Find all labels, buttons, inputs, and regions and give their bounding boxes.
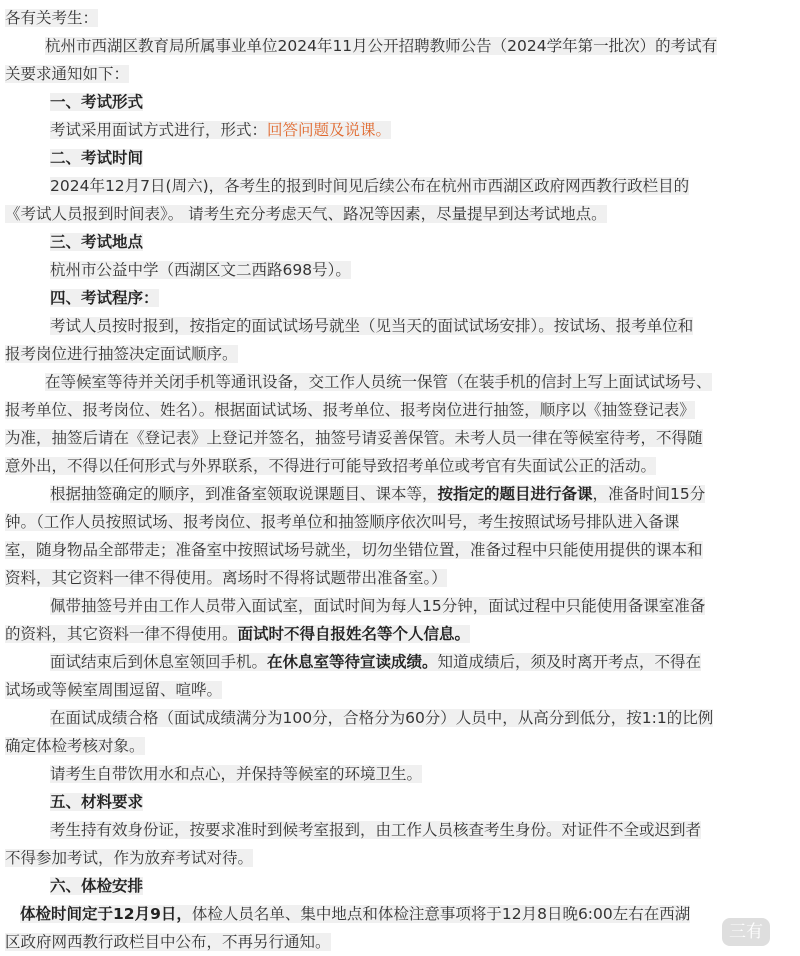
text-run: 面试结束后到休息室领回手机。 — [50, 653, 268, 671]
intro-line — [5, 32, 795, 60]
procedure-text: 考试人员按时报到，按指定的面试试场号就坐（见当天的面试试场安排）。按试场、报考单位和 — [50, 317, 694, 335]
procedure-line — [5, 396, 795, 424]
exam-form-text — [50, 121, 391, 139]
text-run: 知道成绩后，须及时离开考点，不得在 — [437, 653, 702, 671]
heading-text: 二、考试时间 — [50, 149, 144, 167]
procedure-line — [5, 368, 795, 396]
exam-form-line — [5, 116, 795, 144]
bold-text: 体检时间定于12月9日， — [20, 905, 192, 923]
procedure-text: 资料，其它资料一律不得使用。离场时不得将试题带出准备室。） — [5, 569, 447, 587]
intro-text: 杭州市西湖区教育局所属事业单位2024年11月公开招聘教师公告（2024学年第一批次）的考试有 — [45, 37, 718, 55]
procedure-text: 意外出，不得以任何形式与外界联系，不得进行可能导致招考单位或考官有失面试公正的活动。 — [5, 457, 657, 475]
procedure-text: 佩带抽签号并由工作人员带入面试室，面试时间为每人15分钟，面试过程中只能使用备课室准备 — [50, 597, 706, 615]
section-heading-time — [5, 144, 795, 172]
procedure-line — [5, 592, 795, 620]
exam-form-highlight: 回答问题及说课。 — [267, 121, 392, 139]
exam-time-text: 2024年12月7日(周六)，各考生的报到时间见后续公布在杭州市西湖区政府网西教行政栏目的 — [50, 177, 690, 195]
materials-line — [5, 844, 795, 872]
heading-text: 一、考试形式 — [50, 93, 144, 111]
section-heading-form — [5, 88, 795, 116]
procedure-text: 在面试成绩合格（面试成绩满分为100分，合格分为60分）人员中，从高分到低分，按1:1的比例 — [50, 709, 714, 727]
procedure-text: 报考岗位进行抽签决定面试顺序。 — [5, 345, 238, 363]
text-run: 根据抽签确定的顺序，到准备室领取说课题目、课本等， — [50, 485, 438, 503]
text-run: 的资料，其它资料一律不得使用。 — [5, 625, 238, 643]
watermark-logo: 三有 — [722, 918, 770, 946]
intro-line — [5, 60, 795, 88]
procedure-line — [5, 564, 795, 592]
bold-text: 按指定的题目进行备课 — [437, 485, 593, 503]
procedure-text: 报考单位、报考岗位、姓名）。根据面试试场、报考单位、报考岗位进行抽签，顺序以《抽签登记表》 — [5, 401, 695, 419]
materials-text: 不得参加考试，作为放弃考试对待。 — [5, 849, 254, 867]
procedure-line — [5, 648, 795, 676]
medical-text: 区政府网西教行政栏目中公布，不再另行通知。 — [5, 933, 331, 951]
procedure-text: 为准，抽签后请在《登记表》上登记并签名，抽签号请妥善保管。未考人员一律在等候室待考，不得随 — [5, 429, 703, 447]
notice-document — [5, 4, 795, 956]
text-run: ，准备时间15分 — [592, 485, 706, 503]
bold-text: 在休息室等待宣读成绩。 — [267, 653, 438, 671]
procedure-text — [50, 485, 705, 503]
procedure-line — [5, 508, 795, 536]
procedure-line — [5, 760, 795, 788]
materials-line — [5, 816, 795, 844]
procedure-text: 钟。（工作人员按照试场、报考岗位、报考单位和抽签顺序依次叫号，考生按照试场号排队进入备课 — [5, 513, 680, 531]
materials-text: 考生持有效身份证，按要求准时到候考室报到，由工作人员核查考生身份。对证件不全或迟到者 — [50, 821, 702, 839]
procedure-line — [5, 340, 795, 368]
exam-location-text: 杭州市公益中学（西湖区文二西路698号）。 — [50, 261, 351, 279]
procedure-text: 请考生自带饮用水和点心，并保持等候室的环境卫生。 — [50, 765, 423, 783]
procedure-text: 确定体检考核对象。 — [5, 737, 145, 755]
heading-text: 四、考试程序： — [50, 289, 159, 307]
procedure-text — [50, 653, 701, 671]
procedure-text: 在等候室等待并关闭手机等通讯设备，交工作人员统一保管（在装手机的信封上写上面试试场号、 — [45, 373, 712, 391]
heading-text: 三、考试地点 — [50, 233, 144, 251]
procedure-line — [5, 704, 795, 732]
section-heading-procedure — [5, 284, 795, 312]
procedure-text: 室，随身物品全部带走；准备室中按照试场号就坐，切勿坐错位置，准备过程中只能使用提供的课本和 — [5, 541, 703, 559]
intro-text: 关要求通知如下： — [5, 65, 130, 83]
procedure-line — [5, 424, 795, 452]
greeting-line — [5, 4, 795, 32]
medical-text — [20, 905, 690, 923]
procedure-line — [5, 676, 795, 704]
exam-time-text: 《考试人员报到时间表》。 请考生充分考虑天气、路况等因素，尽量提早到达考试地点。 — [5, 205, 607, 223]
procedure-line — [5, 312, 795, 340]
procedure-text — [5, 625, 470, 643]
procedure-line — [5, 732, 795, 760]
heading-text: 六、体检安排 — [50, 877, 144, 895]
text-run: 体检人员名单、集中地点和体检注意事项将于12月8日晚6:00左右在西湖 — [191, 905, 691, 923]
exam-time-line — [5, 172, 795, 200]
procedure-line — [5, 536, 795, 564]
bold-text: 面试时不得自报姓名等个人信息。 — [237, 625, 471, 643]
medical-line — [5, 900, 795, 928]
procedure-line — [5, 452, 795, 480]
procedure-text: 试场或等候室周围逗留、喧哗。 — [5, 681, 223, 699]
exam-location-line — [5, 256, 795, 284]
section-heading-medical — [5, 872, 795, 900]
section-heading-materials — [5, 788, 795, 816]
exam-time-line — [5, 200, 795, 228]
exam-form-prefix: 考试采用面试方式进行，形式： — [50, 121, 268, 139]
greeting: 各有关考生： — [5, 9, 99, 27]
procedure-line — [5, 480, 795, 508]
heading-text: 五、材料要求 — [50, 793, 144, 811]
procedure-line — [5, 620, 795, 648]
section-heading-location — [5, 228, 795, 256]
medical-line — [5, 928, 795, 956]
